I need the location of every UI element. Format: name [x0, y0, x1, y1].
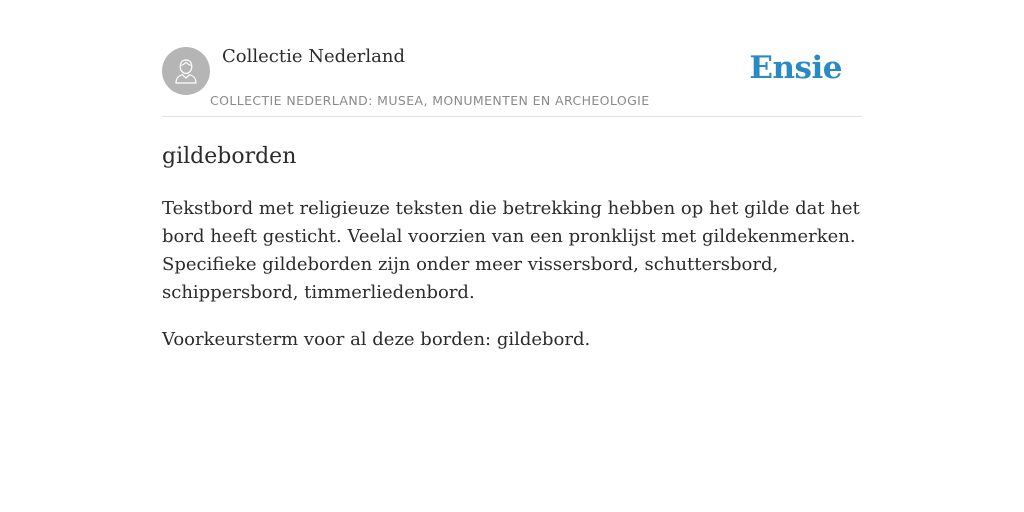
brand-logo-link[interactable]: Ensie [749, 50, 842, 86]
source-link[interactable]: COLLECTIE NEDERLAND: MUSEA, MONUMENTEN EN ARCHEOLOGIE [210, 93, 650, 108]
definition-paragraph: Voorkeursterm voor al deze borden: gildebord. [162, 329, 591, 350]
author-link[interactable]: Collectie Nederland [222, 46, 406, 67]
page-header [162, 0, 862, 117]
entry-definition [162, 195, 862, 354]
avatar[interactable] [162, 47, 210, 95]
user-silhouette-icon [171, 56, 201, 86]
page [162, 0, 862, 373]
entry-title: gildeborden [162, 144, 297, 169]
definition-paragraph: Tekstbord met religieuze teksten die betrekking hebben op het gilde dat het bord heeft gesticht. Veelal voorzien van een pronklijst met gildekenmerken. Specifieke gildeborden zijn onder meer vissersbord, schuttersbord, schippersbord, timmerliedenbord. [162, 198, 860, 303]
